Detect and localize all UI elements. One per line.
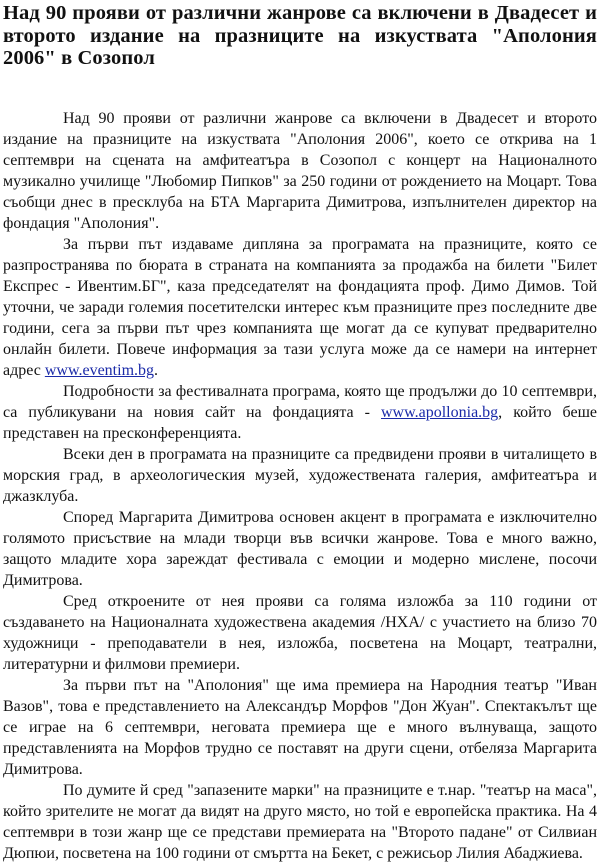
paragraph: Сред откроените от нея прояви са голяма изложба за 110 години от създаването на Националната художествена академия /НХА/ с участието на близо 70 художници - преподаватели в нея, изложба, посветена на Моцарт, театрални, литературни и филмови премиери. [3,592,597,673]
paragraph: Всеки ден в програмата на празниците са предвидени прояви в читалището в морския град, в археологическия музей, художествената галерия, амфитеатъра и джазклуба. [3,445,597,505]
paragraph: Според Маргарита Димитрова основен акцент в програмата е изключително голямото присъствие на млади творци във всички жанрове. Това е много важно, защото младите хора зареждат фестивала с емоции и модерно мислене, посочи Димитрова. [3,508,597,589]
paragraph: По думите й сред "запазените марки" на празниците е т.нар. "театър на маса", който зрителите не могат да видят на друго място, но той е европейска практика. На 4 септември в този жанр ще се представи премиерата на "Второто падане" от Силвиан Дюпюи, посветена на 100 години от смъртта на Бекет, с режисьор Лилия Абаджиева. [3,781,597,862]
paragraph-text: За първи път издаваме дипляна за програмата на празниците, която се разпространява по бюрата в страната на компанията за продажба на билети "Билет Експрес - Ивентим.БГ", каза председателят на фондацията проф. Димо Димов. Той уточни, че заради големия посетителски интерес към празниците през последните две години, сега за първи път чрез компанията ще могат да се купуват предварително онлайн билети. Повече информация за тази услуга може да се намери на интернет адрес [3,235,597,379]
paragraph: За първи път на "Аполония" ще има премиера на Народния театър "Иван Вазов", това е представлението на Александър Морфов "Дон Жуан". Спектакълът ще се играе на 6 септември, неговата премиера ще е много вълнуваща, защото представленията на Морфов трудно се поставят на други сцени, отбеляза Маргарита Димитрова. [3,676,597,778]
paragraph: Над 90 прояви от различни жанрове са включени в Двадесет и второто издание на празниците на изкуствата "Аполония 2006", което се открива на 1 септември на сцената на амфитеатъра в Созопол с концерт на Националното музикално училище "Любомир Пипков" за 250 години от рождението на Моцарт. Това съобщи днес в пресклуба на БТА Маргарита Димитрова, изпълнителен директор на фондация "Аполония". [3,109,597,232]
eventim-link[interactable]: www.eventim.bg [44,361,155,379]
paragraph-text: Подробности за фестивалната програма, която ще продължи до 10 септември, са публикувани на новия сайт на фондацията - [3,382,597,421]
article-body [3,108,597,864]
paragraph [3,234,597,381]
article-title: Над 90 прояви от различни жанрове са включени в Двадесет и второто издание на празниците на изкуствата "Аполония 2006" в Созопол [3,2,597,69]
paragraph-text: . [154,361,159,379]
paragraph-text: , който беше представен на пресконференцията. [3,403,597,442]
apollonia-link[interactable]: www.apollonia.bg [381,403,499,421]
paragraph [3,381,597,444]
